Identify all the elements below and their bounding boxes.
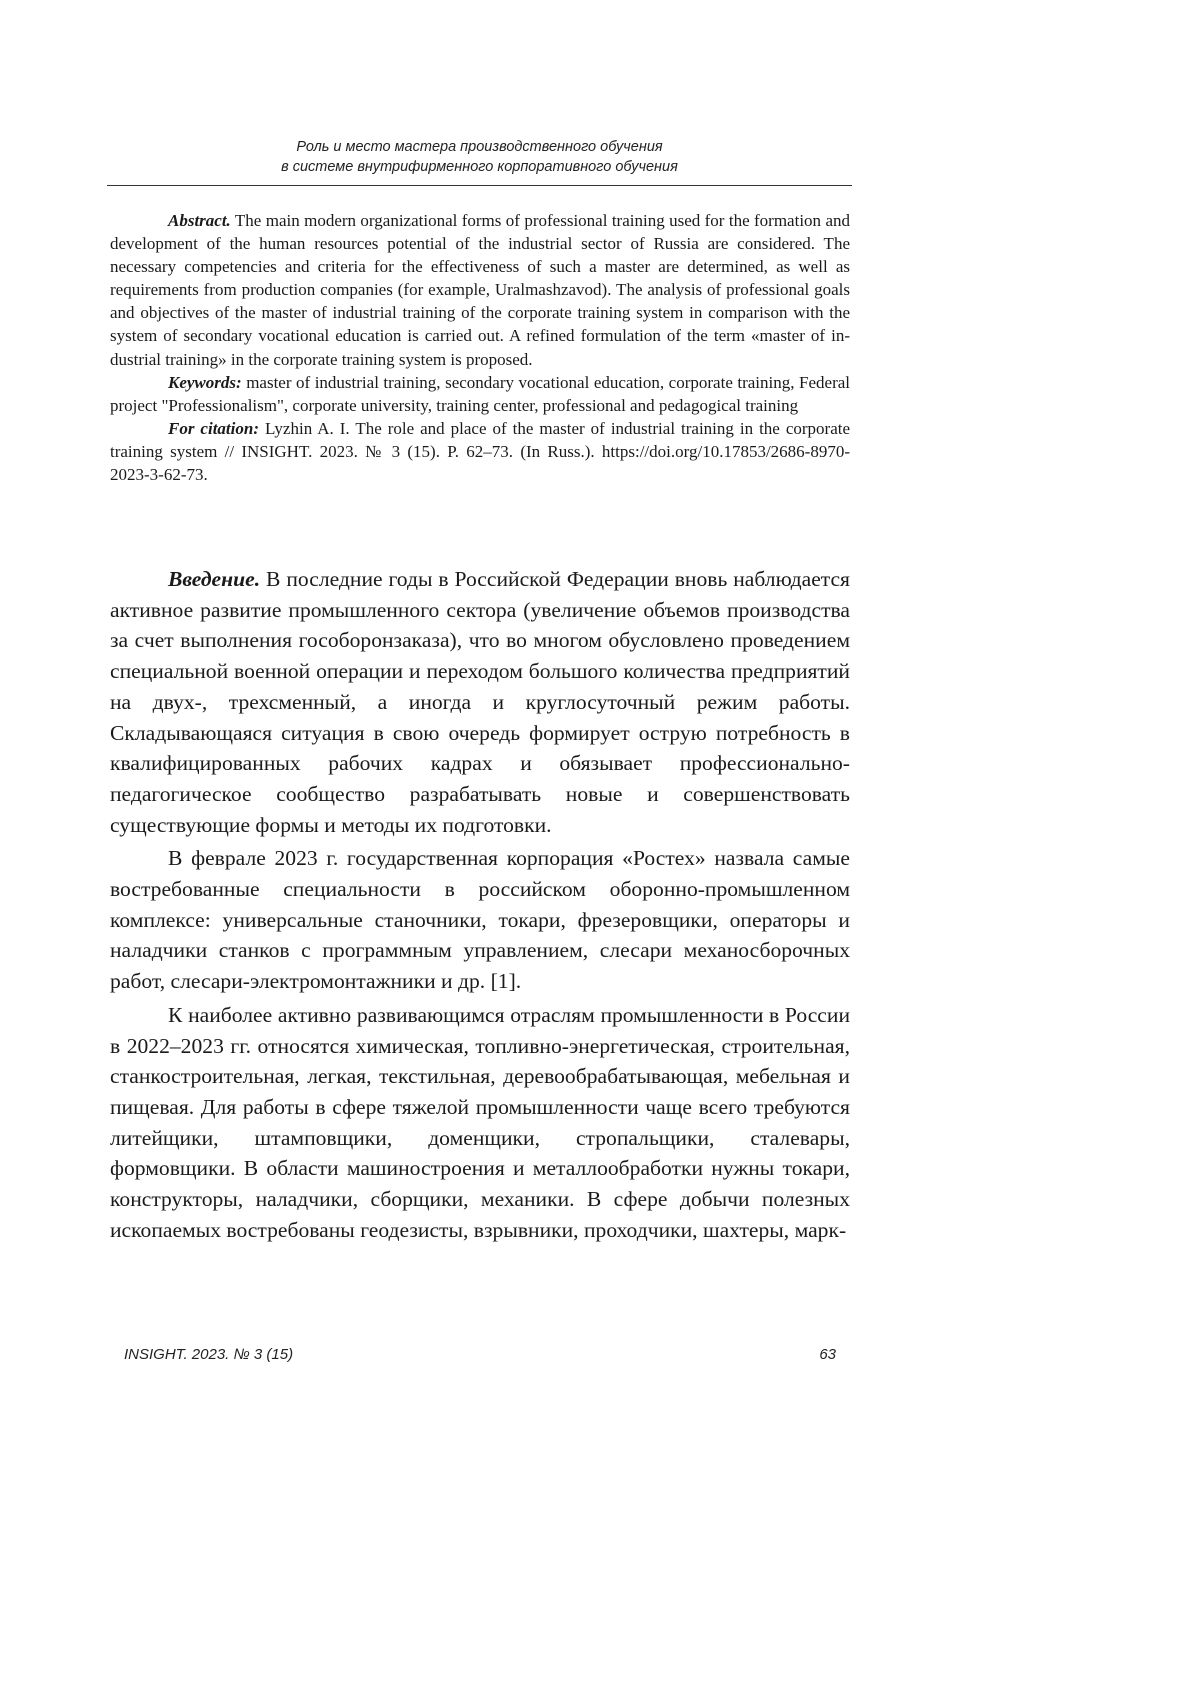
running-header [108,137,851,177]
article-body [110,564,850,1245]
running-header-line-1: Роль и место мастера производственного обучения [296,139,663,155]
abstract-label: Abstract. [168,211,231,230]
page-footer [124,1346,836,1363]
header-divider [107,185,852,186]
body-paragraph-1 [110,564,850,840]
keywords-paragraph [110,371,850,417]
abstract-text: The main modern organizational forms of professional training used for the formation and development of the human resources potential of the industrial sector of Russia are considered. The necessary competencies and criteria for the effectiveness of such a master are determined, as well as requirements from production companies (for example, Uralmashzavod). The analysis of professional goals and objectives of the master of industrial training of the corporate training system in comparison with the system of secondary vocational education is carried out. A refined formulation of the term «master of industrial training» in the corporate training system is proposed. [110,211,850,369]
intro-label: Введение. [168,567,261,591]
abstract-paragraph [110,209,850,371]
page-number: 63 [819,1346,836,1363]
body-paragraph-3: К наиболее активно развивающимся отраслям промышленности в России в 2022–2023 гг. относятся химическая, топливно-энергетическая, строительная, станкостроительная, легкая, текстильная, деревообрабатывающая, мебельная и пищевая. Для работы в сфере тяжелой промышленности чаще всего требуются литейщики, штамповщики, доменщики, стропальщики, сталевары, формовщики. В области машиностроения и металлообработки нужны токари, конструкторы, наладчики, сборщики, механики. В сфере добычи полезных ископаемых востребованы геодезисты, взрывники, проходчики, шахтеры, марк- [110,1002,850,1242]
citation-paragraph [110,417,850,486]
running-header-line-2: в системе внутрифирменного корпоративного обучения [281,159,678,175]
footer-journal: INSIGHT. 2023. № 3 (15) [124,1346,294,1363]
citation-text: Lyzhin A. I. The role and place of the master of industrial training in the corporate training system // INSIGHT. 2023. № 3 (15). P. 62–73. (In Russ.). https://doi.org/10.17853/2686-8970-2023-3-62-73. [110,418,851,485]
citation-label: For citation: [168,418,259,438]
body-paragraph-2: В феврале 2023 г. государственная корпорация «Ростех» назвала самые востребованные специальности в российском оборонно-промышленном комплексе: универсальные станочники, токари, фрезеровщики, операторы и наладчики станков с программным управлением, слесари механосборочных работ, слесари-электромонтажники и др. [1]. [110,846,850,994]
keywords-label: Keywords: [168,372,242,392]
body-paragraph-1-text: В последние годы в Российской Федерации вновь наблюдается активное развитие промышленного сектора (увеличение объемов производства за счет выполнения гособоронзаказа), что во многом обусловлено проведением специальной военной операции и переходом большого количества предприятий на двух-, трехсменный, а иногда и круглосуточный режим работы. Складывающаяся ситуация в свою очередь формирует острую потребность в квалифицированных рабочих кадрах и обязывает профессионально-педагогическое сообщество разрабатывать новые и совершенствовать существующие формы и методы их подготовки. [110,567,850,837]
keywords-text: master of industrial training, secondary vocational education, corporate training, Federal project "Professionalism", corporate university, training center, professional and pedagogical training [110,372,850,415]
abstract-block [110,209,850,486]
